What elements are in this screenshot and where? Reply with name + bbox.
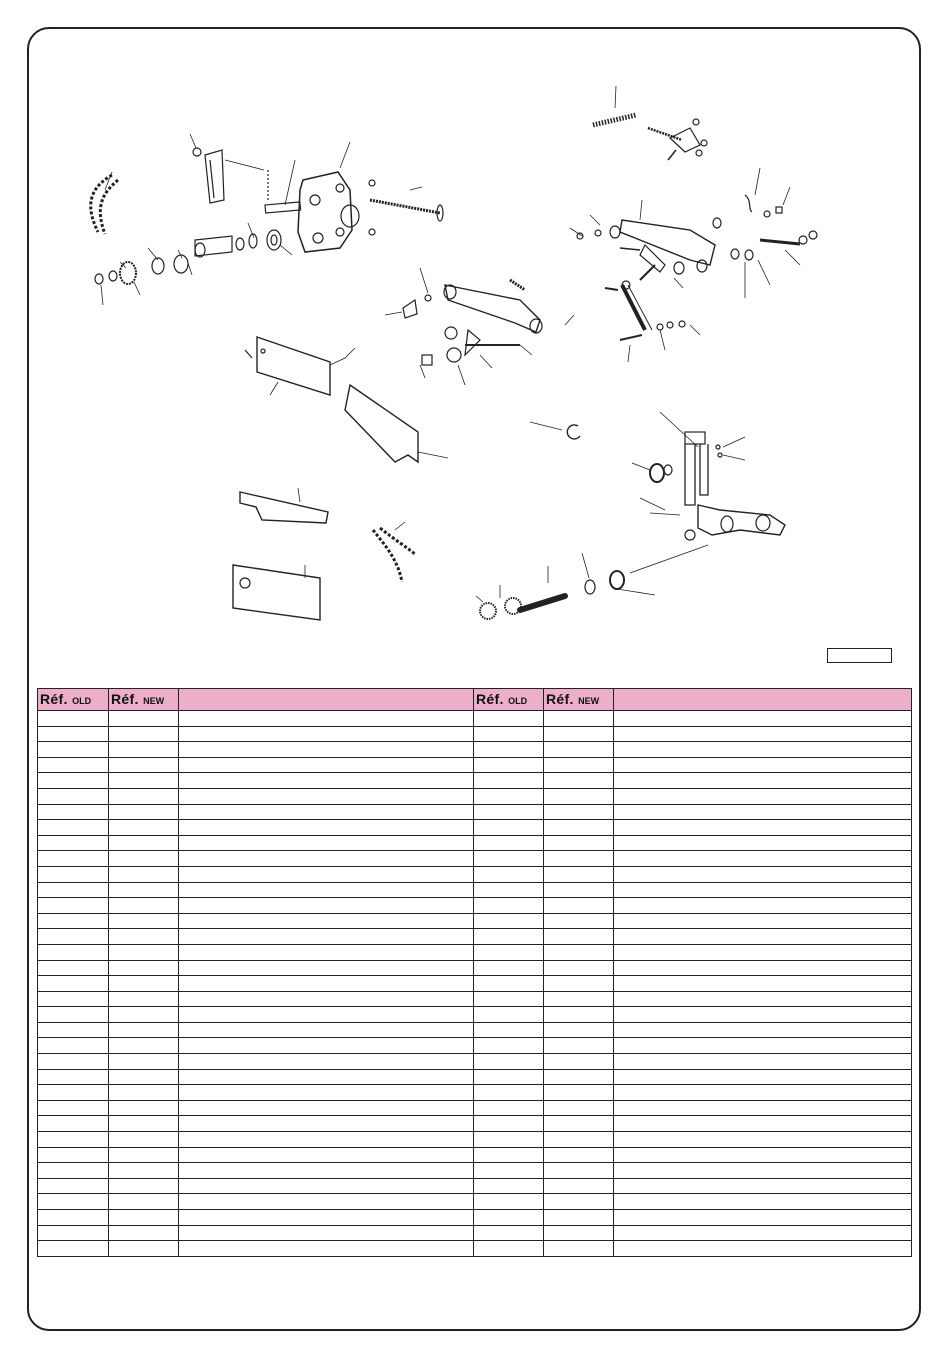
table-row <box>38 866 912 882</box>
table-cell <box>544 788 614 804</box>
table-row <box>38 1178 912 1194</box>
table-cell <box>109 1007 179 1023</box>
table-cell <box>474 1085 544 1101</box>
table-cell <box>38 820 109 836</box>
table-cell <box>179 1178 474 1194</box>
table-cell <box>179 1147 474 1163</box>
table-cell <box>179 882 474 898</box>
table-cell <box>614 742 912 758</box>
table-cell <box>109 820 179 836</box>
table-cell <box>544 1100 614 1116</box>
table-cell <box>474 835 544 851</box>
table-cell <box>474 742 544 758</box>
table-cell <box>614 1100 912 1116</box>
table-row <box>38 1100 912 1116</box>
table-cell <box>614 1147 912 1163</box>
drive-chain-left <box>91 172 118 234</box>
table-cell <box>614 1210 912 1226</box>
table-cell <box>109 913 179 929</box>
table-cell <box>474 820 544 836</box>
table-cell <box>474 1132 544 1148</box>
table-cell <box>544 1225 614 1241</box>
table-cell <box>179 757 474 773</box>
table-row <box>38 1007 912 1023</box>
table-cell <box>38 757 109 773</box>
chain-guard-upper <box>245 337 355 395</box>
table-cell <box>109 1210 179 1226</box>
table-cell <box>544 913 614 929</box>
header-description-right <box>614 689 912 711</box>
table-row <box>38 757 912 773</box>
chain-guard-mid <box>345 385 418 462</box>
table-cell <box>544 835 614 851</box>
right-lever-arm <box>577 195 817 274</box>
table-cell <box>614 788 912 804</box>
table-cell <box>614 711 912 727</box>
table-cell <box>38 1147 109 1163</box>
table-cell <box>544 1085 614 1101</box>
table-cell <box>614 913 912 929</box>
table-cell <box>474 1163 544 1179</box>
table-cell <box>544 1022 614 1038</box>
table-cell <box>614 1022 912 1038</box>
table-cell <box>179 1007 474 1023</box>
table-cell <box>179 976 474 992</box>
table-cell <box>614 851 912 867</box>
header-ref-old-left: Réf. OLD <box>38 689 109 711</box>
table-cell <box>544 726 614 742</box>
table-cell <box>179 913 474 929</box>
table-cell <box>38 1210 109 1226</box>
table-cell <box>544 929 614 945</box>
parts-table-body <box>38 711 912 1257</box>
table-cell <box>474 711 544 727</box>
table-cell <box>109 1132 179 1148</box>
table-cell <box>38 1132 109 1148</box>
table-cell <box>38 960 109 976</box>
table-cell <box>179 1038 474 1054</box>
table-row <box>38 1210 912 1226</box>
table-cell <box>109 1038 179 1054</box>
table-cell <box>614 1116 912 1132</box>
table-cell <box>38 1241 109 1257</box>
table-cell <box>38 1194 109 1210</box>
chain-guard-small <box>240 492 328 523</box>
long-bolt <box>369 180 443 235</box>
header-ref-old-right: Réf. OLD <box>474 689 544 711</box>
table-cell <box>38 1038 109 1054</box>
table-cell <box>179 773 474 789</box>
table-cell <box>38 1178 109 1194</box>
table-cell <box>109 1069 179 1085</box>
table-cell <box>38 1069 109 1085</box>
table-cell <box>544 711 614 727</box>
table-cell <box>109 788 179 804</box>
table-cell <box>614 866 912 882</box>
table-cell <box>179 1132 474 1148</box>
table-cell <box>544 991 614 1007</box>
table-cell <box>544 804 614 820</box>
table-cell <box>179 1022 474 1038</box>
arm-with-spring <box>403 268 542 333</box>
table-row <box>38 804 912 820</box>
table-cell <box>38 851 109 867</box>
table-header-row <box>38 689 912 711</box>
exploded-parts-diagram <box>30 30 920 670</box>
table-row <box>38 1194 912 1210</box>
table-cell <box>179 835 474 851</box>
table-cell <box>109 1225 179 1241</box>
table-cell <box>38 773 109 789</box>
table-cell <box>614 1194 912 1210</box>
table-cell <box>38 898 109 914</box>
table-cell <box>109 773 179 789</box>
table-row <box>38 742 912 758</box>
table-row <box>38 898 912 914</box>
table-cell <box>614 1069 912 1085</box>
table-row <box>38 913 912 929</box>
table-cell <box>179 1225 474 1241</box>
chain-guard-lower <box>233 565 320 620</box>
table-row <box>38 1054 912 1070</box>
table-cell <box>38 1225 109 1241</box>
table-row <box>38 726 912 742</box>
table-cell <box>38 866 109 882</box>
table-cell <box>474 960 544 976</box>
table-cell <box>109 1100 179 1116</box>
table-cell <box>474 1022 544 1038</box>
table-cell <box>38 711 109 727</box>
table-cell <box>614 976 912 992</box>
table-cell <box>474 944 544 960</box>
table-cell <box>614 726 912 742</box>
table-cell <box>474 1147 544 1163</box>
table-cell <box>544 742 614 758</box>
table-cell <box>179 960 474 976</box>
table-cell <box>38 1085 109 1101</box>
table-cell <box>614 1178 912 1194</box>
table-cell <box>38 726 109 742</box>
table-cell <box>544 1178 614 1194</box>
table-cell <box>179 726 474 742</box>
table-row <box>38 835 912 851</box>
table-cell <box>38 835 109 851</box>
table-cell <box>474 913 544 929</box>
table-cell <box>109 851 179 867</box>
table-cell <box>179 1194 474 1210</box>
table-cell <box>109 757 179 773</box>
table-cell <box>179 991 474 1007</box>
table-cell <box>179 898 474 914</box>
table-cell <box>474 882 544 898</box>
table-row <box>38 1225 912 1241</box>
table-cell <box>614 1007 912 1023</box>
table-cell <box>614 1038 912 1054</box>
table-cell <box>544 773 614 789</box>
table-cell <box>179 788 474 804</box>
table-row <box>38 1241 912 1257</box>
table-cell <box>109 804 179 820</box>
table-cell <box>614 991 912 1007</box>
table-cell <box>38 1100 109 1116</box>
table-row <box>38 820 912 836</box>
table-cell <box>474 1194 544 1210</box>
idler-sprocket <box>422 327 520 365</box>
table-cell <box>179 1210 474 1226</box>
table-cell <box>38 742 109 758</box>
table-cell <box>179 820 474 836</box>
table-cell <box>109 960 179 976</box>
table-row <box>38 960 912 976</box>
table-cell <box>474 1100 544 1116</box>
table-cell <box>179 1163 474 1179</box>
table-cell <box>474 1178 544 1194</box>
table-cell <box>474 788 544 804</box>
table-cell <box>474 1054 544 1070</box>
table-cell <box>474 804 544 820</box>
table-row <box>38 882 912 898</box>
table-row <box>38 1038 912 1054</box>
table-cell <box>614 835 912 851</box>
table-cell <box>109 898 179 914</box>
table-cell <box>38 1007 109 1023</box>
table-cell <box>474 898 544 914</box>
adjust-bracket <box>648 119 707 160</box>
table-cell <box>544 866 614 882</box>
table-cell <box>38 1116 109 1132</box>
table-cell <box>109 726 179 742</box>
table-row <box>38 976 912 992</box>
table-cell <box>109 1147 179 1163</box>
table-cell <box>38 944 109 960</box>
table-row <box>38 944 912 960</box>
table-cell <box>614 804 912 820</box>
table-cell <box>614 1225 912 1241</box>
table-cell <box>544 960 614 976</box>
table-cell <box>109 711 179 727</box>
table-cell <box>544 898 614 914</box>
table-cell <box>544 1194 614 1210</box>
table-cell <box>38 804 109 820</box>
table-cell <box>109 929 179 945</box>
table-row <box>38 788 912 804</box>
table-cell <box>179 1116 474 1132</box>
table-cell <box>109 1054 179 1070</box>
table-cell <box>109 882 179 898</box>
table-cell <box>38 913 109 929</box>
table-cell <box>614 757 912 773</box>
pivot-plate <box>298 142 359 252</box>
table-cell <box>109 1116 179 1132</box>
table-cell <box>179 1085 474 1101</box>
table-cell <box>109 1194 179 1210</box>
table-cell <box>109 835 179 851</box>
table-cell <box>474 773 544 789</box>
table-cell <box>614 773 912 789</box>
table-row <box>38 1116 912 1132</box>
table-row <box>38 851 912 867</box>
table-cell <box>544 851 614 867</box>
table-cell <box>38 1022 109 1038</box>
header-ref-new-left: Réf. NEW <box>109 689 179 711</box>
table-cell <box>38 882 109 898</box>
table-cell <box>109 1022 179 1038</box>
header-ref-new-right: Réf. NEW <box>544 689 614 711</box>
table-cell <box>179 851 474 867</box>
reference-box <box>827 648 892 663</box>
table-cell <box>544 1210 614 1226</box>
table-cell <box>179 711 474 727</box>
table-cell <box>38 929 109 945</box>
table-cell <box>179 866 474 882</box>
table-cell <box>544 1241 614 1257</box>
table-row <box>38 1085 912 1101</box>
table-cell <box>614 1163 912 1179</box>
table-cell <box>544 1069 614 1085</box>
shaft-assembly <box>95 202 301 284</box>
table-cell <box>474 929 544 945</box>
table-row <box>38 711 912 727</box>
table-cell <box>614 929 912 945</box>
parts-table <box>37 688 912 1257</box>
table-cell <box>109 742 179 758</box>
table-cell <box>474 757 544 773</box>
table-cell <box>544 757 614 773</box>
table-cell <box>179 742 474 758</box>
table-cell <box>474 1069 544 1085</box>
table-cell <box>179 1241 474 1257</box>
table-cell <box>474 1038 544 1054</box>
table-cell <box>179 944 474 960</box>
table-cell <box>474 1116 544 1132</box>
table-cell <box>109 866 179 882</box>
table-cell <box>474 866 544 882</box>
table-row <box>38 1132 912 1148</box>
table-cell <box>38 788 109 804</box>
table-cell <box>544 976 614 992</box>
table-row <box>38 1147 912 1163</box>
table-cell <box>109 1085 179 1101</box>
table-row <box>38 1069 912 1085</box>
table-cell <box>179 1069 474 1085</box>
table-cell <box>544 1116 614 1132</box>
table-cell <box>109 1241 179 1257</box>
tensioner-slide <box>190 134 268 203</box>
table-cell <box>614 1085 912 1101</box>
table-cell <box>614 944 912 960</box>
table-row <box>38 773 912 789</box>
table-cell <box>109 1178 179 1194</box>
table-cell <box>614 898 912 914</box>
table-cell <box>38 976 109 992</box>
table-cell <box>544 944 614 960</box>
table-cell <box>179 1054 474 1070</box>
header-description-left <box>179 689 474 711</box>
table-cell <box>614 960 912 976</box>
table-cell <box>544 1007 614 1023</box>
table-cell <box>544 882 614 898</box>
tension-spring <box>593 86 636 125</box>
drive-shaft-lower <box>480 571 624 619</box>
table-row <box>38 1163 912 1179</box>
table-cell <box>179 929 474 945</box>
table-cell <box>614 1132 912 1148</box>
table-cell <box>109 976 179 992</box>
drive-chain-lower <box>373 528 416 582</box>
circlip <box>530 422 580 439</box>
table-cell <box>544 1054 614 1070</box>
table-cell <box>544 1132 614 1148</box>
table-cell <box>109 1163 179 1179</box>
table-cell <box>474 851 544 867</box>
table-cell <box>544 1147 614 1163</box>
table-row <box>38 929 912 945</box>
table-cell <box>474 1241 544 1257</box>
table-cell <box>614 820 912 836</box>
table-cell <box>474 1007 544 1023</box>
table-cell <box>179 804 474 820</box>
table-cell <box>544 820 614 836</box>
table-cell <box>109 944 179 960</box>
mounting-frame <box>650 432 785 540</box>
table-cell <box>109 991 179 1007</box>
table-cell <box>38 991 109 1007</box>
table-cell <box>614 1054 912 1070</box>
table-cell <box>38 1163 109 1179</box>
table-cell <box>614 882 912 898</box>
table-cell <box>179 1100 474 1116</box>
table-cell <box>474 1225 544 1241</box>
table-cell <box>474 976 544 992</box>
right-link <box>605 265 685 340</box>
table-row <box>38 991 912 1007</box>
table-cell <box>38 1054 109 1070</box>
table-cell <box>544 1163 614 1179</box>
table-cell <box>474 1210 544 1226</box>
table-cell <box>474 991 544 1007</box>
table-cell <box>544 1038 614 1054</box>
table-row <box>38 1022 912 1038</box>
table-cell <box>614 1241 912 1257</box>
table-cell <box>474 726 544 742</box>
